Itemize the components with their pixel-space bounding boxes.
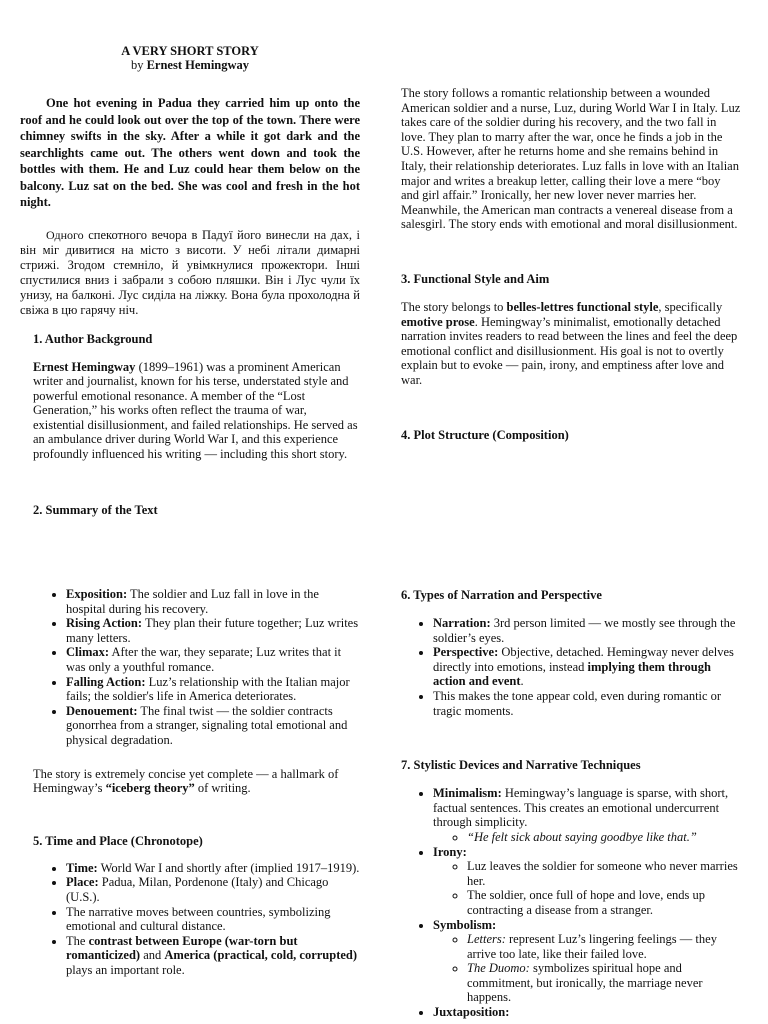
list-item-denouement <box>66 704 360 748</box>
list-item-place <box>66 875 360 904</box>
list-item-movement: • The narrative moves between countries, symbolizing emotional and cultural distance. <box>66 905 360 934</box>
list-item-falling-action <box>66 675 360 704</box>
time-text: World War I and shortly after (implied 1917–1919). <box>97 860 360 875</box>
symbolism-label: Symbolism: <box>433 917 497 932</box>
s3-mid: , specifically <box>658 299 723 314</box>
minimalism-sublist <box>433 830 741 845</box>
list-item-juxtaposition <box>433 1005 741 1020</box>
irony-item-1: ◦ Luz leaves the soldier for someone who never marries her. <box>467 859 741 888</box>
iceberg-theory: “iceberg theory” <box>105 781 195 796</box>
section-4-heading: 4. Plot Structure (Composition) <box>401 427 569 442</box>
contrast-post: plays an important role. <box>66 962 185 977</box>
rising-action-text: They plan their future together; Luz writes many letters. <box>66 616 359 645</box>
functional-style-text <box>401 300 741 388</box>
irony-sublist <box>433 859 741 917</box>
place-text: Padua, Milan, Pordenone (Italy) and Chicago (U.S.). <box>66 875 329 904</box>
list-item-exposition <box>66 587 360 616</box>
section-6-heading: 6. Types of Narration and Perspective <box>401 588 602 602</box>
title-block <box>20 44 360 72</box>
exposition-text: The soldier and Luz fall in love in the hospital during his recovery. <box>66 587 319 616</box>
section-5-heading: 5. Time and Place (Chronotope) <box>33 833 203 848</box>
s3-pre: The story belongs to <box>401 299 507 314</box>
narration-label: Narration: <box>433 616 491 630</box>
summary-text: The story follows a romantic relationship between a wounded American soldier and a nurse, Luz, during World War I in Italy. Luz takes care of the soldier during his recovery, and the two fall in love. They plan to marry after the war, once he finds a job in the U.S. However, after he returns home and she remains behind in Italy, their relationship deteriorates. Luz falls in love with an Italian major and writes a breakup letter, calling their love a mere “boy and girl affair.” Ironically, her new lover never marries her. Meanwhile, the American man contracts a venereal disease from a salesgirl. The story ends with emotional and moral disillusionment. <box>401 86 741 232</box>
falling-action-text: Luz’s relationship with the Italian major fails; the soldier's life in America deteriorates. <box>66 674 350 704</box>
intro-ukrainian <box>20 228 360 318</box>
left-column <box>20 0 360 518</box>
iceberg-paragraph <box>20 767 360 796</box>
perspective-end: . <box>520 674 524 689</box>
byline <box>20 58 360 72</box>
list-item-rising-action <box>66 616 360 645</box>
s3-belles-lettres: belles-lettres functional style <box>506 299 659 314</box>
perspective-bold: implying them through action and event <box>433 659 711 689</box>
minimalism-label: Minimalism: <box>433 786 502 801</box>
symbolism-letters <box>467 932 741 961</box>
denouement-text: The final twist — the soldier contracts gonorrhea from a stranger, signaling total emotional and physical degradation. <box>66 703 348 747</box>
section-2-heading: 2. Summary of the Text <box>33 502 158 517</box>
exposition-label: Exposition: <box>66 587 128 601</box>
falling-action-label: Falling Action: <box>66 674 146 689</box>
irony-label: Irony: <box>433 844 467 859</box>
duomo-label: The Duomo: <box>467 961 530 976</box>
list-item-minimalism <box>433 786 741 844</box>
list-item-contrast <box>66 934 360 978</box>
iceberg-post: of writing. <box>194 781 251 796</box>
intro-ua-first-word: Одного <box>46 227 84 242</box>
minimalism-quote-text: “He felt sick about saying goodbye like that.” <box>467 829 697 844</box>
rising-action-label: Rising Action: <box>66 616 143 631</box>
s3-post: . Hemingway’s minimalist, emotionally detached narration invites readers to read between the lines and feel the deep emotional conflict and disillusionment. His goal is not to overtly explain but to evoke — pain, irony, and emptiness after love and war. <box>401 314 738 387</box>
time-label: Time: <box>66 860 98 875</box>
list-item-narration <box>433 616 741 645</box>
letters-text: represent Luz’s lingering feelings — they arrive too late, like their failed love. <box>467 932 717 961</box>
left-lower <box>20 587 360 977</box>
contrast-mid: and <box>140 948 165 963</box>
symbolism-duomo <box>467 961 741 1005</box>
duomo-text: symbolizes spiritual hope and commitment, but ironically, the marriage never happens. <box>467 961 703 1005</box>
list-item-perspective <box>433 645 741 689</box>
minimalism-quote <box>467 830 741 845</box>
right-column <box>401 86 741 443</box>
chronotope-list <box>20 861 360 978</box>
stylistic-devices-list <box>401 786 741 1020</box>
perspective-label: Perspective: <box>433 645 499 660</box>
section-3-heading: 3. Functional Style and Aim <box>401 271 550 286</box>
narration-list <box>401 616 741 718</box>
intro-english: One hot evening in Padua they carried him up onto the roof and he could look out over the top of the town. There were chimney swifts in the sky. After a while it got dark and the searchlights came out. The others went down and took the bottles with them. He and Luz could hear them below on the balcony. Luz sat on the bed. She was cool and fresh in the hot night. <box>20 96 360 209</box>
section-7-heading: 7. Stylistic Devices and Narrative Techniques <box>401 758 641 773</box>
list-item-symbolism <box>433 918 741 1006</box>
place-label: Place: <box>66 875 99 890</box>
perspective-text: Objective, detached. Hemingway never delves directly into emotions, instead <box>433 645 734 674</box>
author-bg-body: (1899–1961) was a prominent American writer and journalist, known for his terse, understated style and powerful emotional resonance. A member of the “Lost Generation,” his works often reflect the trauma of war, existential disillusionment, and failed relationships. He served as an ambulance driver during World War I, and this experience profoundly influenced his writing — including this short story. <box>33 359 358 462</box>
contrast-pre: The <box>66 933 89 948</box>
juxtaposition-label: Juxtaposition: <box>433 1005 510 1020</box>
climax-label: Climax: <box>66 645 110 660</box>
denouement-label: Denouement: <box>66 703 138 718</box>
irony-item-2: ◦ The soldier, once full of hope and love, ends up contracting a disease from a stranger. <box>467 888 741 917</box>
byline-prefix: by <box>130 58 144 72</box>
plot-structure-list <box>20 587 360 748</box>
author-background-text <box>20 360 360 462</box>
author-name: Ernest Hemingway <box>146 58 250 72</box>
list-item-climax <box>66 645 360 674</box>
intro-ua-rest: спекотного вечора в Падуї його винесли на дах, і він міг дивитися на місто з висоти. У небі літали димарні стрижі. Згодом стемніло, й увімкнулися прожектори. Інші спустилися вниз і забрали з собою пляшки. Він і Лус чули їх унизу, на балконі. Лус сиділа на ліжку. Вона була прохолодна й свіжа в цю гарячу ніч. <box>20 227 360 317</box>
contrast-america: America (practical, cold, corrupted) <box>164 948 358 963</box>
section-1-heading: 1. Author Background <box>33 331 153 346</box>
author-bg-name: Ernest Hemingway <box>33 359 136 374</box>
right-lower <box>401 588 741 1020</box>
list-item-irony <box>433 845 741 918</box>
letters-label: Letters: <box>467 932 506 947</box>
climax-text: After the war, they separate; Luz writes that it was only a youthful romance. <box>66 645 342 674</box>
list-item-time <box>66 861 360 876</box>
s3-emotive-prose: emotive prose <box>401 314 475 329</box>
narration-text: 3rd person limited — we mostly see through the soldier’s eyes. <box>433 616 736 645</box>
minimalism-text: Hemingway’s language is sparse, with short, factual sentences. This creates an emotional undercurrent through simplicity. <box>433 786 729 830</box>
contrast-europe: contrast between Europe (war-torn but romanticized) <box>66 933 298 963</box>
story-title: A VERY SHORT STORY <box>121 44 259 58</box>
symbolism-sublist <box>433 932 741 1005</box>
list-item-tone: • This makes the tone appear cold, even during romantic or tragic moments. <box>433 689 741 718</box>
iceberg-pre: The story is extremely concise yet complete — a hallmark of Hemingway’s <box>33 766 339 796</box>
